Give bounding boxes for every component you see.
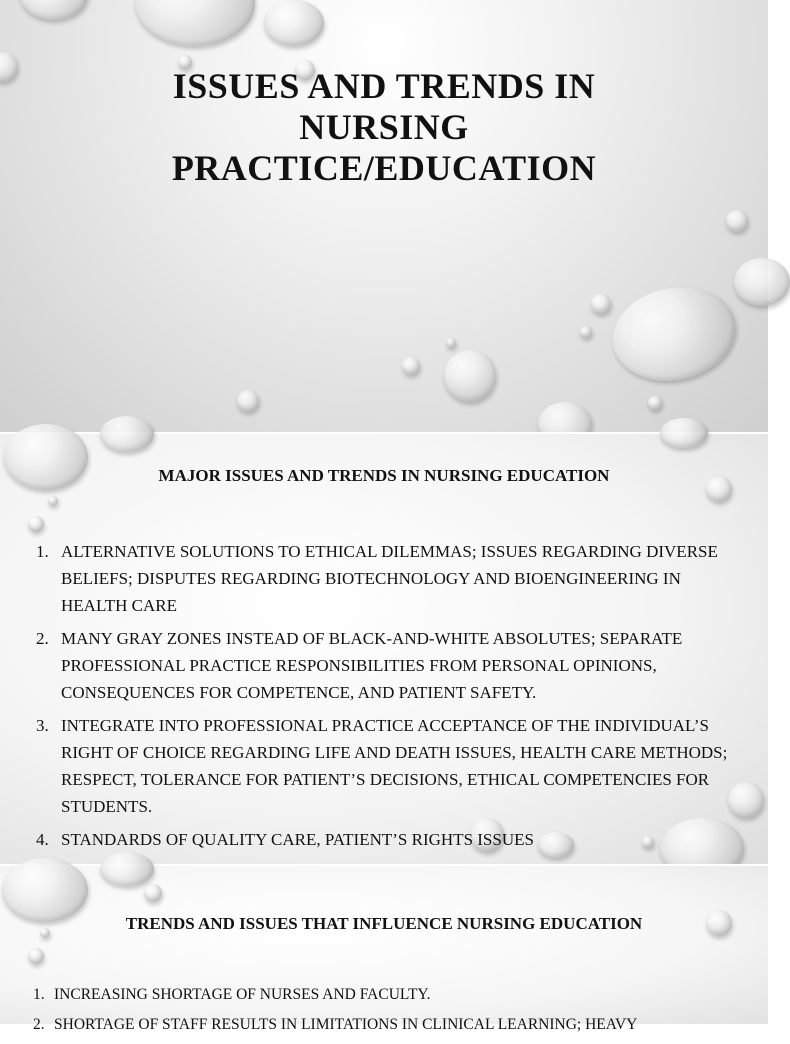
water-drop-decoration (446, 338, 456, 348)
list-number: 2. (33, 1016, 45, 1033)
list-number: 1. (36, 542, 49, 561)
list-item (36, 625, 746, 706)
list-item-text: INCREASING SHORTAGE OF NURSES AND FACULTY. (54, 986, 431, 1003)
water-drop-decoration (591, 294, 611, 314)
water-drop-decoration (100, 416, 154, 452)
list-number: 1. (33, 986, 45, 1003)
slide-heading: TRENDS AND ISSUES THAT INFLUENCE NURSING EDUCATION (125, 914, 643, 933)
list-item (33, 1014, 733, 1036)
list-item (36, 826, 746, 853)
content-slide (0, 866, 768, 1033)
list-item-text: MANY GRAY ZONES INSTEAD OF BLACK-AND-WHITE ABSOLUTES; SEPARATE PROFESSIONAL PRACTICE RESPONSIBILITIES FROM PERSONAL OPINIONS, CONSEQUENCES FOR COMPETENCE, AND PATIENT SAFETY. (61, 629, 683, 702)
list-number: 4. (36, 830, 49, 849)
water-drop-decoration (444, 350, 496, 402)
title-slide (0, 0, 768, 432)
water-drop-decoration (264, 0, 324, 46)
list-item-text: STANDARDS OF QUALITY CARE, PATIENT’S RIGHTS ISSUES (61, 830, 534, 849)
water-drop-decoration (144, 884, 162, 902)
water-drop-decoration (734, 258, 790, 306)
water-drop-decoration (648, 396, 662, 410)
water-drop-decoration (48, 496, 58, 506)
water-drop-decoration (100, 852, 154, 886)
slide-title: ISSUES AND TRENDS IN NURSING PRACTICE/EDUCATION (171, 66, 597, 188)
list-item (36, 712, 746, 820)
list-item (36, 538, 746, 619)
slide-heading: MAJOR ISSUES AND TRENDS IN NURSING EDUCATION (158, 466, 610, 485)
water-drop-decoration (0, 52, 18, 82)
list-item-text: SHORTAGE OF STAFF RESULTS IN LIMITATIONS IN CLINICAL LEARNING; HEAVY (54, 1016, 638, 1033)
water-drop-decoration (726, 210, 748, 232)
content-slide (0, 434, 768, 864)
issues-list (36, 538, 746, 859)
list-item (33, 984, 733, 1006)
water-drop-decoration (660, 418, 708, 448)
list-item-text: INTEGRATE INTO PROFESSIONAL PRACTICE ACCEPTANCE OF THE INDIVIDUAL’S RIGHT OF CHOICE REGARDING LIFE AND DEATH ISSUES, HEALTH CARE METHODS; RESPECT, TOLERANCE FOR PATIENT’S DECISIONS, ETHICAL COMPETENCIES FOR STUDENTS. (61, 716, 728, 816)
water-drop-decoration (580, 326, 592, 338)
list-number: 2. (36, 629, 49, 648)
water-drop-decoration (28, 948, 44, 964)
list-item-text: ALTERNATIVE SOLUTIONS TO ETHICAL DILEMMAS; ISSUES REGARDING DIVERSE BELIEFS; DISPUTES REGARDING BIOTECHNOLOGY AND BIOENGINEERING IN HEALTH CARE (61, 542, 718, 615)
trends-list (33, 984, 733, 1044)
water-drop-decoration (20, 0, 88, 20)
water-drop-decoration (28, 516, 44, 532)
list-number: 3. (36, 716, 49, 735)
water-drop-decoration (2, 858, 88, 922)
water-drop-decoration (402, 357, 420, 375)
water-drop-decoration (135, 0, 255, 46)
water-drop-decoration (237, 390, 259, 412)
water-drop-decoration (604, 276, 744, 392)
